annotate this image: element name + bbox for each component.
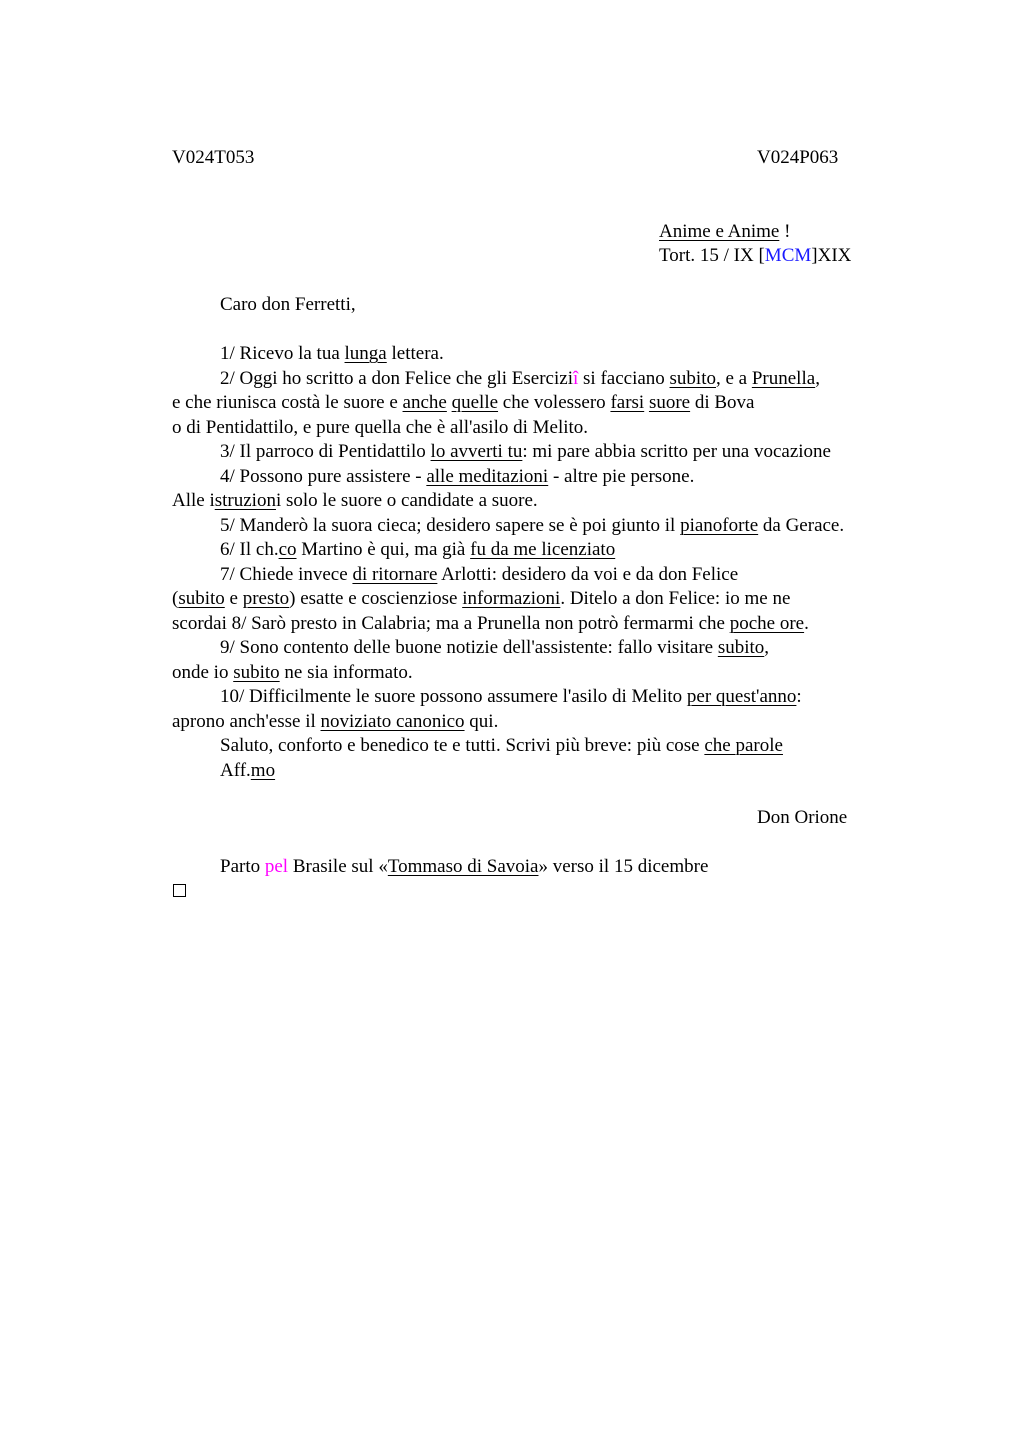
text-segment: Saluto, conforto e benedico te e tutti. Scrivi più breve: più cose [220, 735, 705, 756]
underlined-text: di ritornare [352, 563, 438, 585]
underlined-text: quelle [451, 392, 499, 413]
doc-code-left: V024T053 [172, 147, 255, 168]
underlined-text: subito [717, 637, 765, 658]
underlined-text: farsi [610, 392, 645, 413]
text-segment: onde io [172, 661, 234, 683]
underlined-text: subito [669, 367, 716, 389]
text-segment: Aff. [220, 759, 251, 781]
letter-date [659, 244, 851, 269]
text-segment: » verso il 15 dicembre [538, 856, 709, 877]
text-segment: 10/ Difficilmente le suore possono assumere l'asilo di Melito [220, 686, 687, 707]
text-segment: 6/ Il ch. [220, 539, 279, 560]
underlined-text: poche ore [729, 612, 805, 634]
underlined-text: per quest'anno [686, 686, 797, 707]
text-segment: , [815, 367, 820, 389]
text-segment: 2/ Oggi ho scritto a don Felice che gli Esercizi [220, 367, 573, 389]
underlined-text: informazioni [462, 588, 561, 609]
underlined-text: subito [233, 661, 280, 683]
motto-text: Anime e Anime [659, 221, 780, 242]
text-segment: 3/ Il parroco di Pentidattilo [220, 441, 431, 462]
date-prefix: Tort. 15 / IX [ [659, 245, 765, 266]
underlined-text: mo [250, 759, 276, 781]
letter-line [220, 514, 844, 539]
text-segment: che volessero [498, 392, 611, 413]
underlined-text: lo avverti tu [430, 441, 523, 462]
motto [659, 220, 790, 245]
letter-line [172, 612, 809, 637]
text-segment: e che riunisca costà le suore e [172, 392, 403, 413]
text-segment: Arlotti: desidero da voi e da don Felice [437, 563, 739, 585]
postscript [220, 855, 708, 880]
underlined-text: pianoforte [680, 514, 759, 536]
text-segment: lettera. [386, 343, 444, 364]
letter-line [172, 416, 588, 441]
text-segment: aprono anch'esse il [172, 710, 321, 732]
text-segment: si facciano [578, 367, 670, 389]
text-segment: 7/ Chiede invece [220, 563, 353, 585]
date-suffix: ]XIX [811, 245, 852, 266]
salutation: Caro don Ferretti, [220, 294, 356, 315]
text-segment: . Ditelo a don Felice: io me ne [560, 588, 791, 609]
text-segment: o di Pentidattilo, e pure quella che è all'asilo di Melito. [172, 416, 589, 438]
text-segment: i solo le suore o candidate a suore. [275, 490, 538, 511]
letter-line [220, 563, 738, 588]
letter-line [172, 391, 755, 416]
underlined-text: presto [242, 588, 290, 609]
text-segment: , [764, 637, 770, 658]
letter-line [220, 465, 694, 490]
underlined-text: Prunella [751, 367, 816, 389]
letter-line [220, 342, 444, 367]
text-segment: scordai 8/ Sarò presto in Calabria; ma a Prunella non potrò fermarmi che [172, 612, 730, 634]
letter-line [220, 538, 615, 563]
underlined-text: fu da me licenziato [470, 539, 616, 560]
highlighted-text: î [572, 367, 579, 389]
text-segment: da Gerace. [758, 514, 845, 536]
letter-line [172, 661, 413, 686]
letter-line [220, 734, 783, 759]
letter-line [220, 759, 275, 784]
underlined-text: suore [648, 392, 691, 413]
letter-line [220, 440, 831, 465]
text-segment: Martino è qui, ma già [296, 539, 471, 560]
text-segment: Brasile sul « [288, 856, 388, 877]
letter-line [172, 489, 538, 514]
letter-line [220, 685, 802, 710]
underlined-text: struzion [214, 490, 276, 511]
underlined-text: anche [402, 392, 447, 413]
text-segment: ne sia informato. [279, 661, 413, 683]
text-segment: 5/ Manderò la suora cieca; desidero sapere se è poi giunto il [220, 514, 681, 536]
text-segment: Alle i [172, 490, 215, 511]
text-segment: e [224, 588, 243, 609]
letter-line [172, 587, 790, 612]
underlined-text: alle meditazioni [426, 465, 549, 487]
text-segment: , e a [715, 367, 752, 389]
text-segment: 9/ Sono contento delle buone notizie dell'assistente: fallo visitare [220, 637, 718, 658]
text-segment: - altre pie persone. [548, 465, 695, 487]
highlighted-text: pel [264, 856, 289, 877]
text-segment: ) esatte e coscienziose [289, 588, 463, 609]
checkbox-square-icon [173, 884, 186, 897]
underlined-text: Tommaso di Savoia [387, 856, 539, 877]
text-segment: : mi pare abbia scritto per una vocazione [522, 441, 831, 462]
signature: Don Orione [757, 807, 848, 828]
underlined-text: noviziato canonico [320, 710, 465, 732]
text-segment: ( [172, 588, 179, 609]
underlined-text: co [278, 539, 297, 560]
motto-tail: ! [779, 221, 791, 242]
underlined-text: che parole [704, 735, 783, 756]
underlined-text: subito [178, 588, 225, 609]
text-segment: Parto [220, 856, 265, 877]
letter-line [172, 710, 498, 735]
text-segment: di Bova [690, 392, 755, 413]
letter-line [220, 367, 820, 392]
text-segment: : [796, 686, 802, 707]
date-editorial: MCM [764, 245, 812, 266]
letter-line [220, 636, 769, 661]
text-segment: qui. [464, 710, 499, 732]
underlined-text: lunga [344, 343, 387, 364]
text-segment: 1/ Ricevo la tua [220, 343, 345, 364]
doc-code-right: V024P063 [757, 147, 839, 168]
text-segment: . [804, 612, 809, 634]
text-segment: 4/ Possono pure assistere - [220, 465, 427, 487]
